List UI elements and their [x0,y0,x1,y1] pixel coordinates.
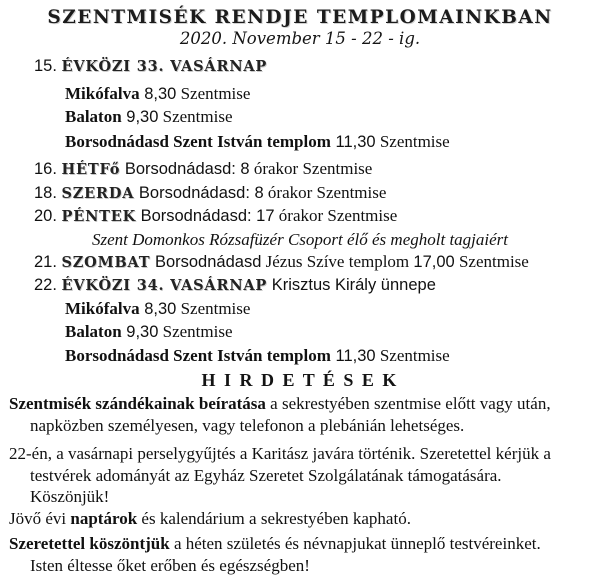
text-run: Isten éltesse őket erőben és egészségben! [30,556,310,575]
text-run: ÉVKÖZI 33. VASÁRNAP [62,58,268,75]
text-run: 8,30 [140,85,177,103]
text-run: Jézus Szíve templom [261,252,413,271]
text-run: órakor Szentmise [275,206,398,225]
schedule-mass-line [65,83,600,107]
announcement-line [9,534,600,556]
text-run: Borsodnádasd Szent István templom [65,132,331,151]
text-run: Borsodnádasd: 8 [120,160,249,178]
text-run: Szentmise [176,84,250,103]
announcement-continuation-line [30,466,600,488]
text-run: Szeretettel köszöntjük [9,534,170,553]
schedule-mass-line [65,131,600,155]
document-subtitle: 2020. November 15 - 22 - ig. [0,29,600,49]
text-run: Szentmise [376,132,450,151]
text-run: Krisztus Király ünnepe [267,276,436,294]
text-run: Szent Domonkos Rózsafüzér Csoport élő és megholt tagjaiért [92,230,508,249]
schedule-mass-line [65,345,600,369]
text-run: HÉTFő [62,161,121,178]
schedule-day-line [34,251,600,275]
schedule-day-line [34,158,600,182]
schedule-day-line [34,182,600,206]
text-run: Szentmisék szándékainak beíratása [9,394,266,413]
text-run: Borsodnádasd Szent István templom [65,346,331,365]
text-run: 15. [34,57,62,75]
text-run: Szentmise [176,299,250,318]
text-run: 22-én, a vasárnapi perselygyűjtés a Karitász javára történik. Szeretettel kérjük a [9,444,551,463]
text-run: 22. [34,276,62,294]
text-run: Mikófalva [65,84,140,103]
text-run: órakor Szentmise [264,183,387,202]
text-run: PÉNTEK [62,208,136,225]
text-run: testvérek adományát az Egyház Szeretet Szolgálatának támogatására. [30,466,502,485]
text-run: 11,30 [331,347,376,365]
text-run: Jövő évi [9,509,70,528]
text-run: 20. [34,207,62,225]
text-run: Borsodnádasd: 8 [134,184,263,202]
schedule-day-line [34,274,600,298]
intention-line [0,229,600,251]
text-run: 16. [34,160,62,178]
text-run: 9,30 [122,108,159,126]
text-run: 17,00 [413,253,454,271]
text-run: SZERDA [62,185,135,202]
text-run: SZOMBAT [62,254,151,271]
document-title: SZENTMISÉK RENDJE TEMPLOMAINKBAN [0,7,600,29]
text-run: 21. [34,253,62,271]
text-run: 8,30 [140,300,177,318]
text-run: Mikófalva [65,299,140,318]
announcements-heading: H I R D E T É S E K [0,369,600,391]
text-run: a sekrestyében szentmise előtt vagy után, [266,394,551,413]
text-run: Szentmise [158,107,232,126]
announcement-line [9,444,600,466]
text-run: a héten születés és névnapjukat ünneplő testvéreinket. [170,534,541,553]
text-run: 9,30 [122,323,159,341]
schedule-section [0,55,600,368]
text-run: Balaton [65,107,122,126]
announcement-continuation-line [30,556,600,577]
text-run: Köszönjük! [30,487,109,506]
announcement-continuation-line [30,487,600,509]
text-run: 11,30 [331,133,376,151]
announcement-continuation-line [30,416,600,438]
schedule-mass-line [65,106,600,130]
text-run: naptárok [70,509,137,528]
text-run: Szentmise [455,252,529,271]
text-run: órakor Szentmise [250,159,373,178]
announcements-section [0,394,600,577]
announcement-line [9,509,600,531]
text-run: Balaton [65,322,122,341]
text-run: és kalendárium a sekrestyében kapható. [137,509,411,528]
text-run: 18. [34,184,62,202]
text-run: ÉVKÖZI 34. VASÁRNAP [62,277,268,294]
schedule-mass-line [65,298,600,322]
text-run: Borsodnádasd: 17 [136,207,275,225]
text-run: Borsodnádasd [150,253,261,271]
schedule-day-line [34,55,600,79]
schedule-day-line [34,205,600,229]
text-run: napközben személyesen, vagy telefonon a plebánián lehetséges. [30,416,464,435]
announcement-line [9,394,600,416]
text-run: Szentmise [158,322,232,341]
schedule-mass-line [65,321,600,345]
text-run: Szentmise [376,346,450,365]
